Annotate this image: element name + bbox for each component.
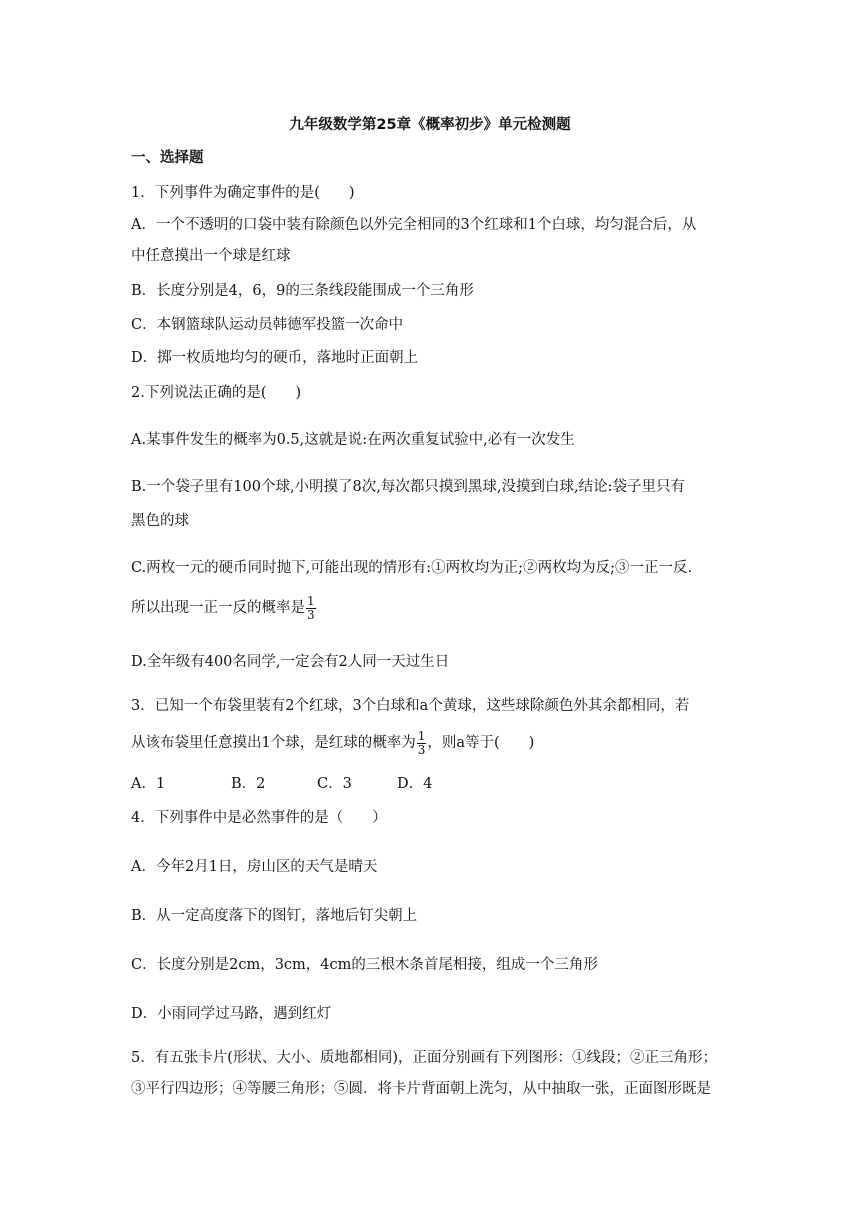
question-2-option-c-cont	[131, 592, 317, 624]
question-1-option-b: B．长度分别是4，6，9的三条线段能围成一个三角形	[131, 283, 474, 299]
question-1-option-c: C．本钢篮球队运动员韩德军投篮一次命中	[131, 317, 404, 333]
question-4-option-c: C．长度分别是2cm，3cm，4cm的三根木条首尾相接，组成一个三角形	[131, 957, 598, 973]
document-title: 九年级数学第25章《概率初步》单元检测题	[289, 117, 571, 133]
question-2-option-a: A.某事件发生的概率为0.5,这就是说:在两次重复试验中,必有一次发生	[131, 432, 575, 448]
fraction-numerator: 1	[417, 728, 426, 743]
question-2-option-b-cont: 黑色的球	[131, 513, 189, 529]
question-3-text-post: ，则a等于( )	[427, 735, 535, 751]
question-5-stem-cont: ③平行四边形；④等腰三角形；⑤圆．将卡片背面朝上洗匀，从中抽取一张，正面图形既是	[131, 1081, 711, 1097]
question-2-stem: 2.下列说法正确的是( )	[131, 385, 302, 401]
fraction-one-third	[417, 730, 427, 757]
question-4-option-b: B．从一定高度落下的图钉，落地后钉尖朝上	[131, 908, 418, 924]
question-5-stem: 5．有五张卡片(形状、大小、质地都相同)，正面分别画有下列图形：①线段；②正三角形；	[131, 1050, 718, 1066]
fraction-one-third	[306, 595, 316, 622]
question-3-options	[131, 774, 432, 794]
question-1-option-a: A．一个不透明的口袋中装有除颜色以外完全相同的3个红球和1个白球，均匀混合后，从	[131, 217, 697, 233]
question-2-option-d: D.全年级有400名同学,一定会有2人同一天过生日	[131, 654, 450, 670]
question-1-stem: 1．下列事件为确定事件的是( )	[131, 185, 355, 201]
question-3-text-pre: 从该布袋里任意摸出1个球，是红球的概率为	[131, 735, 416, 751]
section-heading: 一、选择题	[131, 150, 204, 166]
question-2-option-c-text: 所以出现一正一反的概率是	[131, 600, 305, 616]
question-3-option-d: D．4	[397, 776, 433, 792]
fraction-denominator: 3	[417, 742, 426, 757]
question-4-stem: 4．下列事件中是必然事件的是（ ）	[131, 810, 387, 826]
question-3-option-a: A．1	[131, 776, 166, 792]
question-3-stem-cont	[131, 727, 534, 759]
question-2-option-b: B.一个袋子里有100个球,小明摸了8次,每次都只摸到黑球,没摸到白球,结论:袋子里只有	[131, 479, 685, 495]
question-2-option-c: C.两枚一元的硬币同时抛下,可能出现的情形有:①两枚均为正;②两枚均为反;③一正一反.	[131, 560, 693, 576]
question-3-option-b: B．2	[231, 776, 266, 792]
question-3-stem: 3．已知一个布袋里装有2个红球，3个白球和a个黄球，这些球除颜色外其余都相同，若	[131, 698, 690, 714]
fraction-denominator: 3	[307, 607, 315, 622]
question-1-option-d: D．掷一枚质地均匀的硬币，落地时正面朝上	[131, 350, 419, 366]
question-3-option-c: C．3	[317, 776, 352, 792]
question-4-option-a: A．今年2月1日，房山区的天气是晴天	[131, 859, 378, 875]
question-4-option-d: D．小雨同学过马路，遇到红灯	[131, 1006, 332, 1022]
question-1-option-a-cont: 中任意摸出一个球是红球	[131, 248, 291, 264]
fraction-numerator: 1	[307, 593, 315, 608]
